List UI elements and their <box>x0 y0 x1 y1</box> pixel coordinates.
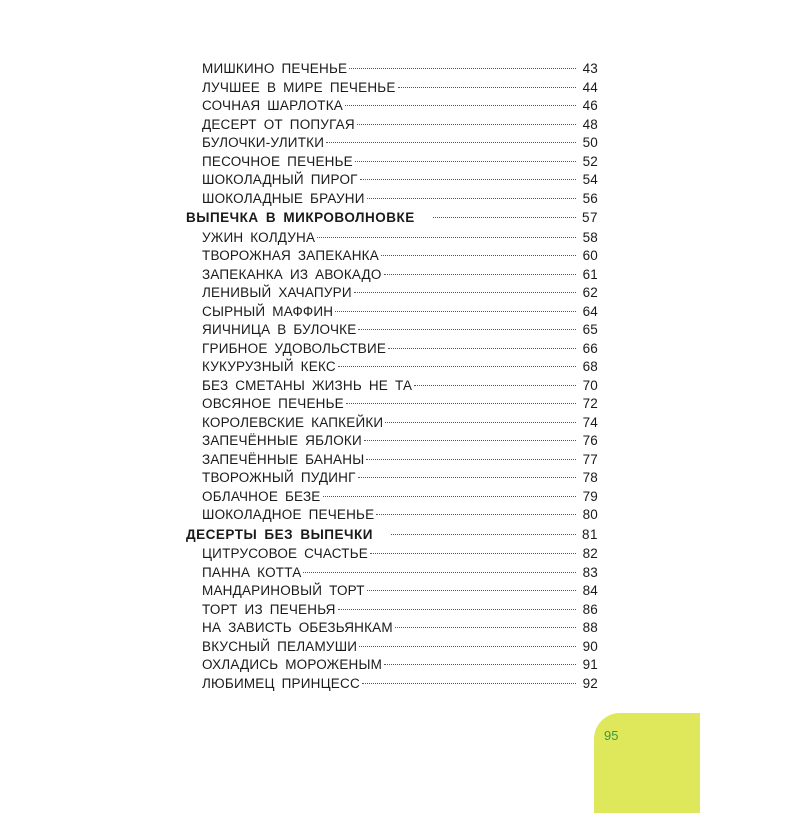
dot-leader <box>395 627 576 628</box>
toc-entry-title: ЛЕНИВЫЙ ХАЧАПУРИ <box>202 285 352 300</box>
toc-entry-page: 44 <box>582 79 598 95</box>
toc-entry <box>0 97 598 116</box>
dot-leader <box>345 105 576 106</box>
toc-entry <box>0 134 598 153</box>
toc-entry-title: ТВОРОЖНЫЙ ПУДИНГ <box>202 470 356 485</box>
dot-leader <box>338 366 576 367</box>
toc-entry-page: 66 <box>582 340 598 356</box>
toc-entry-page: 56 <box>582 190 598 206</box>
toc-entry <box>0 432 598 451</box>
toc-section-heading <box>0 209 598 228</box>
toc-entry-page: 62 <box>582 285 598 300</box>
toc-entry <box>0 564 598 583</box>
toc-entry-page: 57 <box>581 210 598 225</box>
toc-entry <box>0 284 598 303</box>
dot-leader <box>357 124 576 125</box>
toc-entry <box>0 675 598 694</box>
toc-entry-page: 88 <box>582 620 598 635</box>
toc-entry-page: 77 <box>582 451 598 467</box>
toc-entry-title: ТОРТ ИЗ ПЕЧЕНЬЯ <box>202 601 336 617</box>
toc-entry-title: СОЧНАЯ ШАРЛОТКА <box>202 98 344 113</box>
toc-entry-page: 79 <box>582 488 598 504</box>
toc-entry <box>0 488 598 507</box>
toc-entry-title: ЗАПЕКАНКА ИЗ АВОКАДО <box>202 266 382 282</box>
toc-entry <box>0 414 598 433</box>
toc-entry-title: СЫРНЫЙ МАФФИН <box>202 303 334 319</box>
toc-entry <box>0 340 598 359</box>
toc-entry-title: ШОКОЛАДНОЕ ПЕЧЕНЬЕ <box>202 507 375 522</box>
toc-entry <box>0 153 598 172</box>
toc-entry-page: 70 <box>582 377 598 393</box>
toc-entry-title: ЦИТРУСОВОЕ СЧАСТЬЕ <box>202 546 369 561</box>
dot-leader <box>391 534 576 535</box>
toc-entry-title: ЯИЧНИЦА В БУЛОЧКЕ <box>202 322 357 337</box>
toc-entry <box>0 229 598 248</box>
toc-entry-title: ПЕСОЧНОЕ ПЕЧЕНЬЕ <box>202 153 353 169</box>
dot-leader <box>349 68 576 69</box>
toc-entry-title: БЕЗ СМЕТАНЫ ЖИЗНЬ НЕ ТА <box>202 377 413 393</box>
toc-entry-title: ВЫПЕЧКА В МИКРОВОЛНОВКЕ <box>186 210 415 225</box>
dot-leader <box>367 198 576 199</box>
toc-entry-page: 83 <box>582 564 598 580</box>
dot-leader <box>388 348 576 349</box>
toc-entry-title: КУКУРУЗНЫЙ КЕКС <box>202 359 336 374</box>
toc-entry-title: ШОКОЛАДНЫЕ БРАУНИ <box>202 190 365 206</box>
dot-leader <box>326 142 576 143</box>
toc-entry-page: 58 <box>582 229 598 245</box>
table-of-contents <box>0 60 800 693</box>
dot-leader <box>384 274 576 275</box>
toc-entry-page: 81 <box>581 526 598 542</box>
toc-entry <box>0 638 598 657</box>
toc-entry <box>0 451 598 470</box>
toc-entry-title: БУЛОЧКИ-УЛИТКИ <box>202 135 325 150</box>
toc-entry-page: 72 <box>582 396 598 411</box>
dot-leader <box>303 572 576 573</box>
dot-leader <box>360 179 576 180</box>
toc-entry <box>0 619 598 638</box>
toc-entry-page: 64 <box>582 303 598 319</box>
toc-entry-title: ТВОРОЖНАЯ ЗАПЕКАНКА <box>202 248 379 263</box>
dot-leader <box>335 311 576 312</box>
dot-leader <box>433 217 576 218</box>
toc-entry-title: ДЕСЕРТЫ БЕЗ ВЫПЕЧКИ <box>186 526 373 542</box>
toc-entry <box>0 190 598 209</box>
toc-entry <box>0 601 598 620</box>
dot-leader <box>355 161 576 162</box>
toc-entry-title: МИШКИНО ПЕЧЕНЬЕ <box>202 61 348 76</box>
toc-entry-page: 52 <box>582 153 598 169</box>
toc-entry <box>0 656 598 675</box>
toc-entry <box>0 469 598 488</box>
dot-leader <box>317 237 576 238</box>
toc-entry-page: 43 <box>582 61 598 76</box>
dot-leader <box>354 292 576 293</box>
dot-leader <box>364 440 576 441</box>
toc-entry-page: 65 <box>582 322 598 337</box>
dot-leader <box>359 646 576 647</box>
dot-leader <box>323 496 577 497</box>
toc-entry <box>0 116 598 135</box>
dot-leader <box>367 590 576 591</box>
dot-leader <box>381 255 576 256</box>
dot-leader <box>358 329 576 330</box>
toc-entry-page: 86 <box>582 601 598 617</box>
toc-entry <box>0 395 598 414</box>
toc-entry <box>0 506 598 525</box>
toc-entry <box>0 247 598 266</box>
toc-entry-page: 91 <box>582 657 598 672</box>
toc-entry-title: УЖИН КОЛДУНА <box>202 229 316 245</box>
toc-entry <box>0 60 598 79</box>
toc-entry-title: ГРИБНОЕ УДОВОЛЬСТВИЕ <box>202 340 387 356</box>
toc-entry-page: 54 <box>582 172 598 187</box>
toc-entry-page: 68 <box>582 359 598 374</box>
toc-entry-title: МАНДАРИНОВЫЙ ТОРТ <box>202 583 365 598</box>
dot-leader <box>370 553 576 554</box>
toc-entry-page: 78 <box>582 470 598 485</box>
dot-leader <box>338 609 576 610</box>
dot-leader <box>414 385 576 386</box>
toc-entry <box>0 377 598 396</box>
toc-entry-page: 84 <box>582 583 598 598</box>
toc-entry-title: НА ЗАВИСТЬ ОБЕЗЬЯНКАМ <box>202 620 393 635</box>
toc-entry-title: ШОКОЛАДНЫЙ ПИРОГ <box>202 172 358 187</box>
toc-entry-page: 76 <box>582 433 598 448</box>
toc-entry <box>0 303 598 322</box>
toc-entry <box>0 582 598 601</box>
toc-entry-page: 48 <box>582 116 598 132</box>
toc-entry-page: 60 <box>582 248 598 263</box>
dot-leader <box>398 87 576 88</box>
toc-entry <box>0 171 598 190</box>
toc-entry-title: ОХЛАДИСЬ МОРОЖЕНЫМ <box>202 657 383 672</box>
toc-entry-page: 61 <box>582 266 598 282</box>
dot-leader <box>346 403 576 404</box>
toc-entry-page: 82 <box>582 546 598 561</box>
toc-entry-title: ЗАПЕЧЁННЫЕ ЯБЛОКИ <box>202 433 362 448</box>
toc-entry-page: 92 <box>582 675 598 691</box>
toc-entry <box>0 266 598 285</box>
toc-entry-title: ВКУСНЫЙ ПЕЛАМУШИ <box>202 638 358 654</box>
toc-section-heading <box>0 526 598 545</box>
toc-entry-page: 74 <box>582 414 598 430</box>
toc-entry-page: 50 <box>582 135 598 150</box>
dot-leader <box>366 459 576 460</box>
toc-entry-title: ЛЮБИМЕЦ ПРИНЦЕСС <box>202 675 360 691</box>
toc-entry-page: 90 <box>582 638 598 654</box>
toc-entry-title: ОВСЯНОЕ ПЕЧЕНЬЕ <box>202 396 344 411</box>
toc-entry-title: ЗАПЕЧЁННЫЕ БАНАНЫ <box>202 451 365 467</box>
toc-entry-title: ЛУЧШЕЕ В МИРЕ ПЕЧЕНЬЕ <box>202 79 396 95</box>
toc-entry <box>0 358 598 377</box>
toc-entry <box>0 545 598 564</box>
toc-entry-title: ПАННА КОТТА <box>202 564 302 580</box>
dot-leader <box>385 422 576 423</box>
toc-entry-title: ОБЛАЧНОЕ БЕЗЕ <box>202 488 321 504</box>
toc-entry-title: ДЕСЕРТ ОТ ПОПУГАЯ <box>202 116 355 132</box>
dot-leader <box>358 477 576 478</box>
dot-leader <box>362 683 576 684</box>
toc-entry-page: 46 <box>582 98 598 113</box>
toc-entry-title: КОРОЛЕВСКИЕ КАПКЕЙКИ <box>202 414 384 430</box>
page-number: 95 <box>604 728 619 743</box>
toc-entry <box>0 79 598 98</box>
dot-leader <box>384 664 576 665</box>
toc-entry-page: 80 <box>582 507 598 522</box>
toc-entry <box>0 321 598 340</box>
dot-leader <box>376 514 576 515</box>
